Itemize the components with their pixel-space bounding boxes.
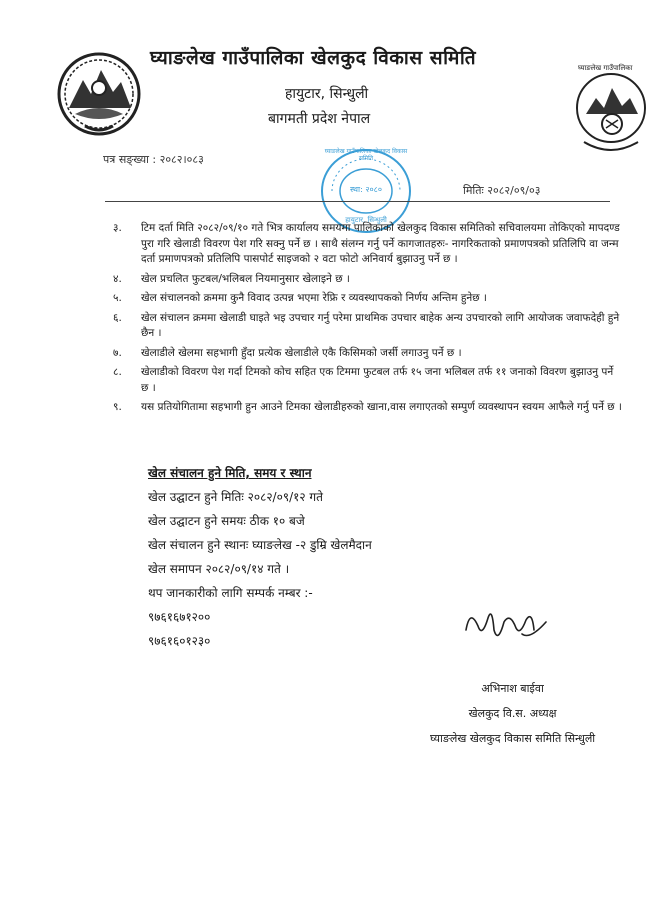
municipality-sports-logo [572,62,650,160]
rule-number: ४. [113,272,122,285]
rule-text: यस प्रतियोगितामा सहभागी हुन आउने टिमका खेलाडीहरुको खाना,वास लगाएतको सम्पुर्ण व्यवस्थापन स्वयम आफैले गर्नु पर्ने छ । [141,401,622,413]
rule-item [113,221,623,268]
nepal-emblem-logo [55,50,143,138]
schedule-line: थप जानकारीको लागि सम्पर्क नम्बर :- [148,586,313,600]
rule-number: ५. [113,292,122,304]
rule-number: ७. [113,346,122,359]
rule-item [113,400,623,416]
stamp-year: स्था: २०८० [349,185,382,194]
rule-number: ६. [113,311,122,324]
rule-item [113,365,623,396]
signatory-position: खेलकुद वि.स. अध्यक्ष [468,707,557,720]
rule-text: खेल प्रचलित फुटबल/भलिबल नियमानुसार खेलाइने छ । [141,272,350,285]
signatory-organization: घ्याङलेख खेलकुद विकास समिति सिन्धुली [430,732,596,745]
schedule-line: खेल समापन २०८२/०९/१४ गते । [148,562,290,576]
rule-item [113,272,623,288]
schedule-heading: खेल संचालन हुने मिति, समय र स्थान [148,466,312,480]
rule-number: ८. [113,366,122,378]
stamp-bottom-text: हायुटार, सिन्धुली [345,216,387,224]
letterhead-address: हायुटार, सिन्धुली [285,86,369,102]
rule-text: खेलाडीले खेलमा सहभागी हुँदा प्रत्येक खेलाडीले एकै किसिमको जर्सी लगाउनु पर्ने छ । [141,346,462,359]
rule-text: खेल संचालनको क्रममा कुनै विवाद उत्पन्न भएमा रेफ्रि र व्यवस्थापकको निर्णय अन्तिम हुनेछ । [141,292,487,304]
rule-item [113,311,623,342]
contact-number: ९७६१६७१२०० [148,610,211,624]
header-divider [105,201,610,202]
rule-text: टिम दर्ता मिति २०८२/०९/१० गते भित्र कार्यालय समयमा पालिकाको खेलकुद विकास समितिको सचिवालयमा तोकिएको मापदण्ड पुरा गरि खेलाडी विवरण पेश गरि सक्नु पर्ने छ । साथै संलग्न गर्नु पर्ने कागजातहरुः- नागरिकताको प्रमाणपत्रको प्रतिलिपि वा जन्म दर्ता प्रमाणपत्रको प्रतिलिपि पासपोर्ट साइजको २ वटा फोटो अनिवार्य बुझाउनु पर्ने छ । [141,222,620,265]
schedule-line: खेल उद्घाटन हुने समयः ठीक १० बजे [148,514,305,528]
letter-date: मितिः २०८२/०९/०३ [463,184,541,197]
schedule-line: खेल संचालन हुने स्थानः घ्याङलेख -२ डुम्रि खेलमैदान [148,538,372,552]
rule-item [113,346,623,362]
right-logo-text: घ्याङलेख गाउँपालिका [578,64,633,72]
handwritten-signature [460,600,555,650]
stamp-arc-text: घ्याङलेख गाउँपालिका खेलकुद विकास समिति [324,148,408,162]
signatory-block [430,676,595,751]
schedule-line: खेल उद्घाटन हुने मितिः २०८२/०९/१२ गते [148,490,324,504]
rules-list [113,221,623,420]
letterhead-province: बागमती प्रदेश नेपाल [268,111,371,127]
rule-text: खेल संचालन क्रममा खेलाडी घाइते भइ उपचार गर्नु परेमा प्राथमिक उपचार बाहेक अन्य उपचारको लागि आयोजक जवाफदेही हुने छैन । [141,311,620,339]
rule-number: ९. [113,401,122,413]
rule-text: खेलाडीको विवरण पेश गर्दा टिमको कोच सहित एक टिममा फुटबल तर्फ १५ जना भलिबल तर्फ ११ जनाको विवरण बुझाउनु पर्ने छ । [141,366,614,394]
schedule-section [148,461,372,653]
contact-number: ९७६१६०१२३० [148,634,211,648]
letterhead-title: घ्याङलेख गाउँपालिका खेलकुद विकास समिति [150,47,477,69]
signatory-name: अभिनाश बाईवा [481,682,544,695]
rule-item [113,291,623,307]
reference-number: पत्र सङ्ख्या : २०८२।०८३ [103,153,204,166]
rule-number: ३. [113,222,122,234]
